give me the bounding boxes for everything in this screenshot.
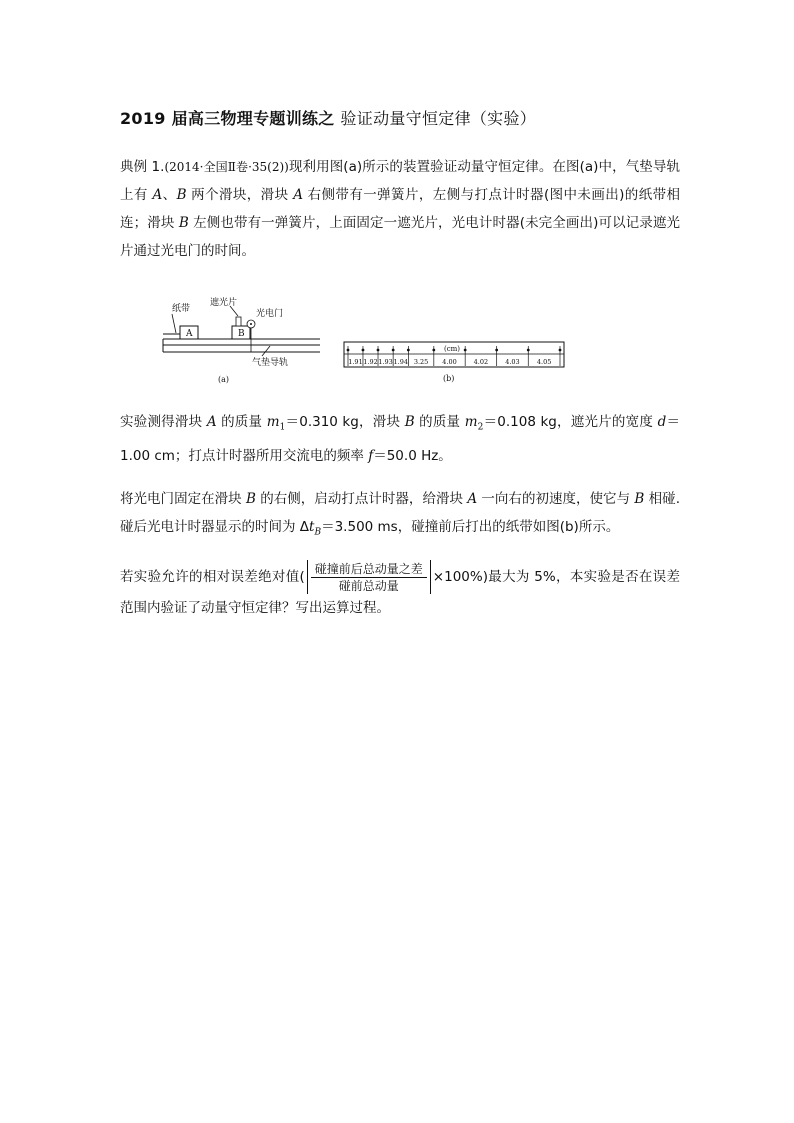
text-run: 的质量	[414, 414, 465, 430]
text-run: 、	[162, 187, 177, 203]
text-run: ×100%)最大为 5%，本实验是否在误差范围内验证了动量守恒定律？写出运算过程。	[120, 569, 680, 616]
text-run: 将光电门固定在滑块	[120, 491, 246, 507]
text-run: 两个滑块，滑块	[186, 187, 294, 203]
tape-segment-label: 1.94	[393, 358, 408, 366]
label-shade: 遮光片	[210, 298, 238, 308]
example-source: (2014·全国Ⅱ卷·35(2))	[164, 160, 289, 174]
document-title	[120, 106, 536, 129]
var-a: A	[293, 187, 303, 203]
tape-dot	[432, 349, 435, 352]
var-b: B	[176, 187, 187, 203]
procedure-paragraph	[120, 485, 680, 547]
text-run: ＝0.108 kg，遮光片的宽度	[483, 414, 658, 430]
tape-dot	[464, 349, 467, 352]
text-run: 相碰.碰后光电计时器显示的时间为 Δ	[120, 491, 680, 535]
experiment-figure	[158, 294, 578, 386]
fraction-numerator: 碰撞前后总动量之差	[311, 561, 427, 578]
var-b: B	[404, 414, 415, 430]
label-tape: 纸带	[172, 304, 191, 314]
tape-segment-label: 4.03	[505, 358, 520, 366]
var-t: t	[309, 519, 315, 535]
tape-segment-label: 1.91	[348, 358, 363, 366]
rail-leader	[262, 346, 270, 356]
text-run: ＝1.00 cm；打点计时器所用交流电的频率	[120, 414, 680, 464]
figure-b	[344, 342, 564, 383]
text-run: 实验测得滑块	[120, 414, 207, 430]
tape-segment-label: 4.02	[473, 358, 489, 366]
tape-segment-label: 3.25	[413, 358, 429, 366]
tape-dot	[362, 349, 365, 352]
example-prefix: 典例 1.	[120, 159, 165, 175]
var-b: B	[178, 215, 189, 231]
var-a: A	[467, 491, 478, 507]
error-fraction	[311, 561, 427, 594]
var-b: B	[245, 491, 256, 507]
block-b-label: B	[238, 329, 245, 339]
text-run: 现利用图(a)所示的装置验证动量守恒定律。在图(a)中，气垫导轨上有	[120, 159, 680, 203]
caption-a: (a)	[218, 375, 230, 384]
tape-dot	[347, 349, 350, 352]
text-run: ＝3.500 ms，碰撞前后打出的纸带如图(b)所示。	[321, 519, 620, 535]
text-run: 的质量	[216, 414, 267, 430]
tape-dot	[559, 349, 562, 352]
var-a: A	[152, 187, 163, 203]
tape-segment-label: 4.00	[442, 358, 457, 366]
caption-b: (b)	[443, 374, 455, 383]
data-paragraph	[120, 408, 680, 470]
abs-bar-left	[307, 560, 308, 594]
text-run: 的右侧，启动打点计时器，给滑块	[255, 491, 468, 507]
var-d: d	[657, 414, 667, 430]
subscript: 1	[279, 422, 286, 433]
tape-segment-label: 1.92	[363, 358, 378, 366]
title-sub: 验证动量守恒定律（实验）	[340, 109, 537, 128]
tape-dot	[527, 349, 530, 352]
text-run: 一向右的初速度，使它与	[477, 491, 635, 507]
tape-dot	[377, 349, 380, 352]
label-gate: 光电门	[256, 309, 284, 319]
var-f: f	[368, 447, 374, 464]
abs-bar-right	[430, 560, 431, 594]
title-main: 2019 届高三物理专题训练之	[120, 109, 335, 128]
question-paragraph	[120, 560, 680, 622]
text-run: 右侧带有一弹簧片，左侧与打点计时器(图中未画出)的纸带相连；滑块	[120, 187, 681, 231]
tape-segment-label: 4.05	[536, 358, 552, 366]
tape-dot	[407, 349, 410, 352]
tape-unit: (cm)	[444, 345, 461, 353]
text-run: ＝0.310 kg，滑块	[285, 414, 405, 430]
var-b: B	[634, 491, 645, 507]
text-run: 左侧也带有一弹簧片，上面固定一遮光片，光电计时器(未完全画出)可以记录遮光片通过光电门的时间。	[120, 215, 680, 259]
var-a: A	[206, 414, 217, 430]
tape-dot	[495, 349, 498, 352]
var-m2: m	[464, 414, 478, 430]
block-a-label: A	[186, 329, 193, 339]
label-rail: 气垫导轨	[252, 358, 289, 368]
fraction-denominator: 碰前总动量	[338, 578, 399, 593]
figure-a	[163, 296, 320, 384]
shade-plate	[236, 317, 241, 326]
tape-dot	[392, 349, 395, 352]
tape-segment-label: 1.93	[378, 358, 393, 366]
text-run: ＝50.0 Hz。	[373, 447, 452, 464]
example-paragraph	[120, 153, 680, 265]
subscript: 2	[477, 422, 484, 433]
tape-leader	[172, 314, 176, 333]
subscript: B	[314, 527, 322, 538]
text-run: 若实验允许的相对误差绝对值(	[120, 569, 305, 585]
var-m1: m	[266, 414, 280, 430]
gate-center	[250, 323, 252, 325]
